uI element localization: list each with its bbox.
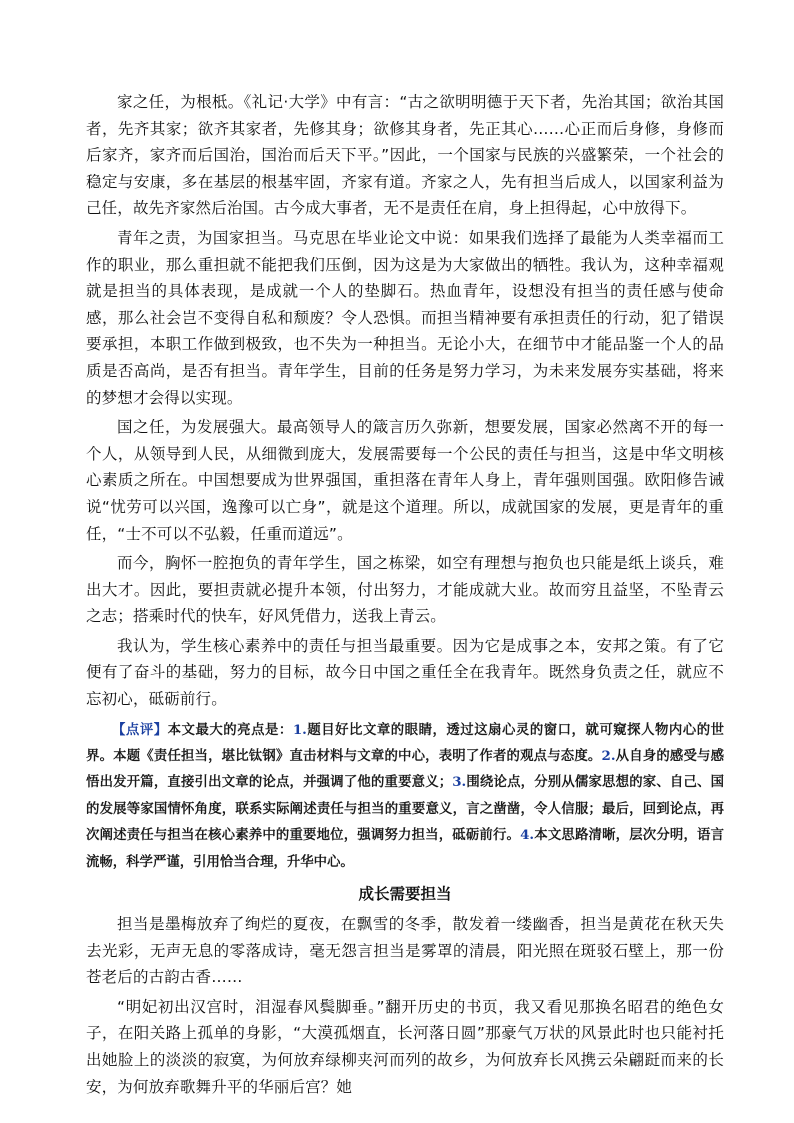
commentary-point-text: 题目好比文章的眼睛，透过这扇心灵的窗口，就可窥探人物内心的世界。本题《责任担当，堪比钛钢》直击材料与文章的中心，表明了作者的观点与态度。 (86, 721, 725, 765)
commentary-tag: 【点评】 (112, 721, 168, 738)
commentary-point-text: 围绕论点，分别从儒家思想的家、自己、国的发展等家国情怀角度，联系实际阐述责任与担当的重要意义，言之凿凿，令人信服；最后，回到论点，再次阐述责任与担当在核心素养中的重要地位，强调努力担当，砥砺前行。 (86, 774, 725, 844)
commentary-point-number: 2. (601, 748, 616, 765)
commentary-block (86, 717, 724, 875)
essay1-paragraph-2: 青年之责，为国家担当。马克思在毕业论文中说：如果我们选择了最能为人类幸福而工作的职业，那么重担就不能把我们压倒，因为这是为大家做出的牺牲。我认为，这种幸福观就是担当的具体表现，是成就一个人的垫脚石。热血青年，设想没有担当的责任感与使命感，那么社会岂不变得自私和颓废？令人恐惧。而担当精神要有承担责任的行动，犯了错误要承担，本职工作做到极致，也不失为一种担当。无论小大，在细节中才能品鉴一个人的品质是否高尚，是否有担当。青年学生，目前的任务是努力学习，为未来发展夯实基础，将来的梦想才会得以实现。 (86, 228, 724, 407)
essay1-paragraph-1: 家之任，为根柢。《礼记·大学》中有言：“古之欲明明德于天下者，先治其国；欲治其国者，先齐其家；欲齐其家者，先修其身；欲修其身者，先正其心……心正而后身修，身修而后家齐，家齐而后国治，国治而后天下平。”因此，一个国家与民族的兴盛繁荣，一个社会的稳定与安康，多在基层的根基牢固，齐家有道。齐家之人，先有担当后成人，以国家利益为己任，故先齐家然后治国。古今成大事者，无不是责任在肩，身上担得起，心中放得下。 (86, 93, 724, 218)
commentary-point-number: 4. (520, 827, 535, 844)
essay1-paragraph-4: 而今，胸怀一腔抱负的青年学生，国之栋梁，如空有理想与抱负也只能是纸上谈兵，难出大才。因此，要担责就必提升本领，付出努力，才能成就大业。故而穷且益坚，不坠青云之志；搭乘时代的快车，好风凭借力，送我上青云。 (86, 554, 724, 626)
commentary-point-text: 从自身的感受与感悟出发开篇，直接引出文章的论点，并强调了他的重要意义； (86, 748, 725, 791)
essay2-paragraph-1: 担当是墨梅放弃了绚烂的夏夜，在飘雪的冬季，散发着一缕幽香，担当是黄花在秋天失去光彩，无声无息的零落成诗，毫无怨言担当是雾罩的清晨，阳光照在斑驳石壁上，那一份苍老后的古韵古香…… (86, 915, 724, 987)
essay2-title: 成长需要担当 (358, 885, 452, 904)
commentary-point-text: 本文思路清晰，层次分明，语言流畅，科学严谨，引用恰当合理，升华中心。 (86, 827, 725, 870)
document-body (86, 89, 724, 1100)
essay2-paragraph-2: “明妃初出汉宫时，泪湿春风鬓脚垂。”翻开历史的书页，我又看见那换名昭君的绝色女子，在阳关路上孤单的身影，“大漠孤烟直，长河落日圆”那豪气万状的风景此时也只能衬托出她脸上的淡淡的寂寞，为何放弃绿柳夹河而列的故乡，为何放弃长风携云朵翩跹而来的长安，为何放弃歌舞升平的华丽后宫？她 (86, 997, 724, 1096)
essay1-paragraph-5: 我认为，学生核心素养中的责任与担当最重要。因为它是成事之本，安邦之策。有了它便有了奋斗的基础，努力的目标，故今日中国之重任全在我青年。既然身负责之任，就应不忘初心，砥砺前行。 (86, 636, 724, 709)
essay1-paragraph-3: 国之任，为发展强大。最高领导人的箴言历久弥新，想要发展，国家必然离不开的每一个人，从领导到人民，从细微到庞大，发展需要每一个公民的责任与担当，这是中华文明核心素质之所在。中国想要成为世界强国，重担落在青年人身上，青年强则国强。欧阳修告诫说“忧劳可以兴国，逸豫可以亡身”，就是这个道理。所以，成就国家的发展，更是青年的重任，“士不可以不弘毅，任重而道远”。 (86, 418, 724, 543)
commentary-point-number: 1. (292, 721, 307, 738)
commentary-lead: 本文最大的亮点是： (167, 721, 293, 738)
commentary-point-number: 3. (452, 774, 467, 791)
